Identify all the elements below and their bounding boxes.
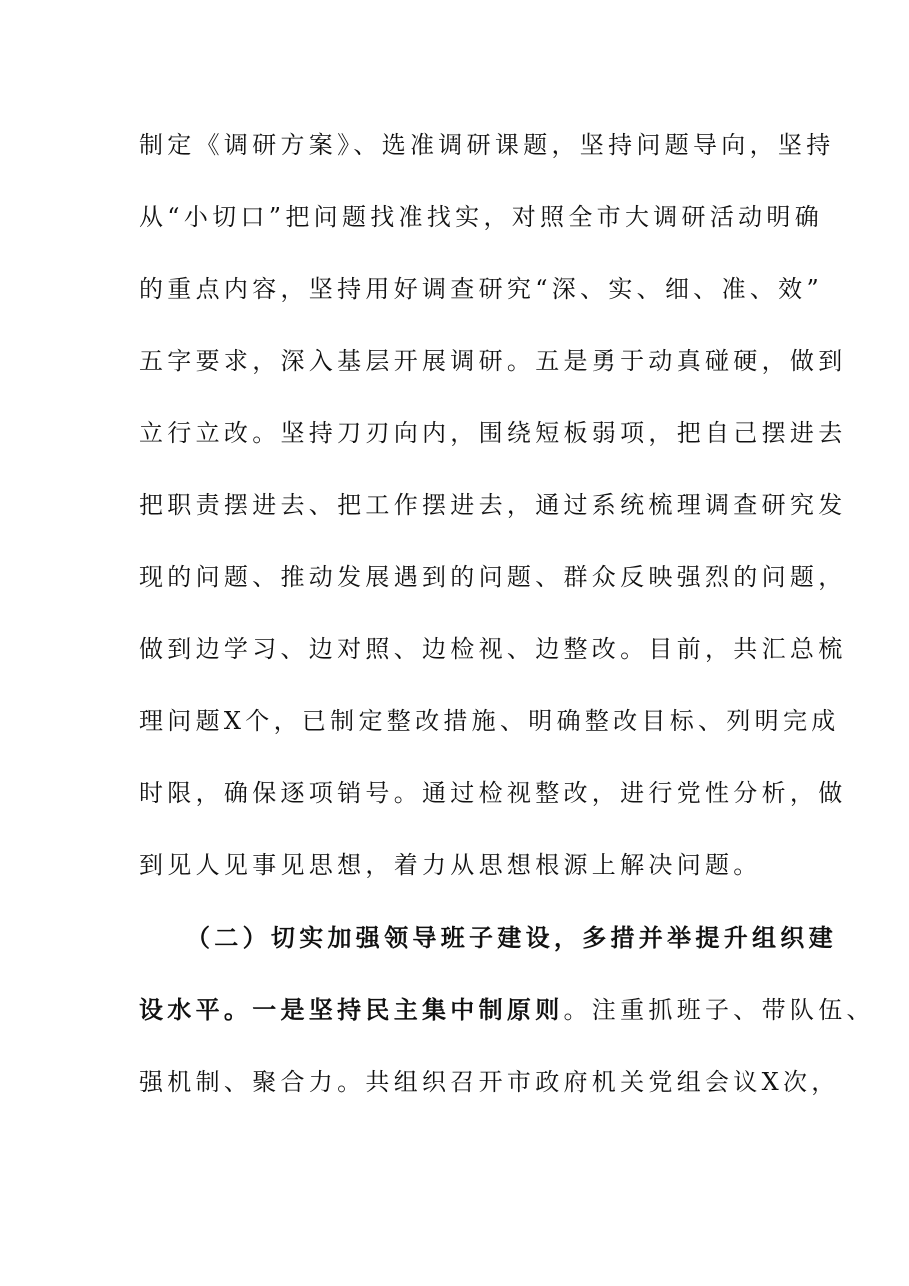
heading-continuation-line: [139, 995, 875, 1025]
body-text-line: 时限，确保逐项销号。通过检视整改，进行党性分析，做: [139, 779, 847, 807]
body-text-line: 强机制、聚合力。共组织召开市政府机关党组会议X次，: [139, 1068, 840, 1096]
body-text-line: 从“小切口”把问题找准找实，对照全市大调研活动明确: [139, 203, 824, 231]
body-text-line: 五字要求，深入基层开展调研。五是勇于动真碰硬，做到: [139, 347, 847, 375]
section-heading-continued: 设水平。一是坚持民主集中制原则: [139, 996, 564, 1024]
body-text-line: 到见人见事见思想，着力从思想根源上解决问题。: [139, 851, 762, 879]
section-heading: （二）切实加强领导班子建设，多措并举提升组织建: [186, 924, 837, 952]
body-text-line: 立行立改。坚持刀刃向内，围绕短板弱项，把自己摆进去: [139, 419, 847, 447]
body-text-line: 的重点内容，坚持用好调查研究“深、实、细、准、效”: [139, 275, 824, 303]
body-text-line: 制定《调研方案》、选准调研课题，坚持问题导向，坚持: [139, 131, 835, 159]
body-text-fragment: 。注重抓班子、带队伍、: [563, 996, 875, 1024]
body-text-line: 做到边学习、边对照、边检视、边整改。目前，共汇总梳: [139, 635, 847, 663]
body-text-line: 现的问题、推动发展遇到的问题、群众反映强烈的问题，: [139, 563, 847, 591]
body-text-line: 把职责摆进去、把工作摆进去，通过系统梳理调查研究发: [139, 491, 847, 519]
body-text-line: 理问题X个，已制定整改措施、明确整改目标、列明完成: [139, 707, 840, 735]
